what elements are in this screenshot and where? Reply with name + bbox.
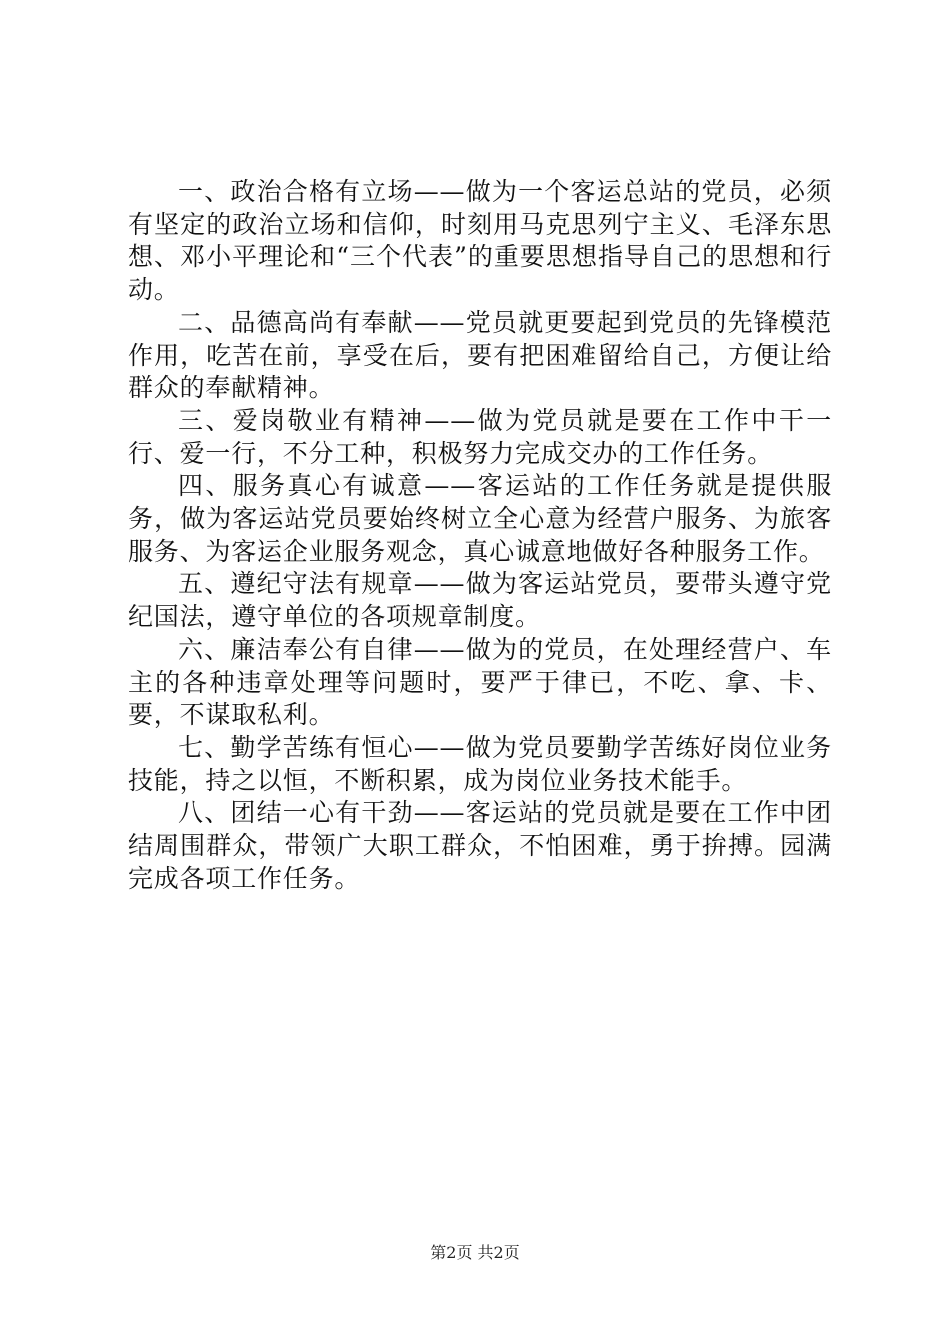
paragraph-3: 三、爱岗敬业有精神——做为党员就是要在工作中干一行、爱一行，不分工种，积极努力完成交办的工作任务。 xyxy=(128,405,832,468)
paragraph-1: 一、政治合格有立场——做为一个客运总站的党员，必须有坚定的政治立场和信仰，时刻用马克思列宁主义、毛泽东思想、邓小平理论和“三个代表”的重要思想指导自己的思想和行动。 xyxy=(128,177,832,305)
page-number-footer: 第2页 共2页 xyxy=(430,1243,520,1262)
document-body xyxy=(128,176,832,895)
paragraph-8: 八、团结一心有干劲——客运站的党员就是要在工作中团结周围群众，带领广大职工群众，不怕困难，勇于拚搏。园满完成各项工作任务。 xyxy=(128,798,832,893)
paragraph-4: 四、服务真心有诚意——客运站的工作任务就是提供服务，做为客运站党员要始终树立全心意为经营户服务、为旅客服务、为客运企业服务观念，真心诚意地做好各种服务工作。 xyxy=(128,471,832,566)
paragraph-2: 二、品德高尚有奉献——党员就更要起到党员的先锋模范作用，吃苦在前，享受在后，要有把困难留给自己，方便让给群众的奉献精神。 xyxy=(128,307,832,403)
paragraph-5: 五、遵纪守法有规章——做为客运站党员，要带头遵守党纪国法，遵守单位的各项规章制度。 xyxy=(128,569,832,632)
paragraph-7: 七、勤学苦练有恒心——做为党员要勤学苦练好岗位业务技能，持之以恒，不断积累，成为岗位业务技术能手。 xyxy=(128,732,832,795)
paragraph-6: 六、廉洁奉公有自律——做为的党员，在处理经营户、车主的各种违章处理等问题时，要严于律已，不吃、拿、卡、要，不谋取私利。 xyxy=(128,634,832,730)
